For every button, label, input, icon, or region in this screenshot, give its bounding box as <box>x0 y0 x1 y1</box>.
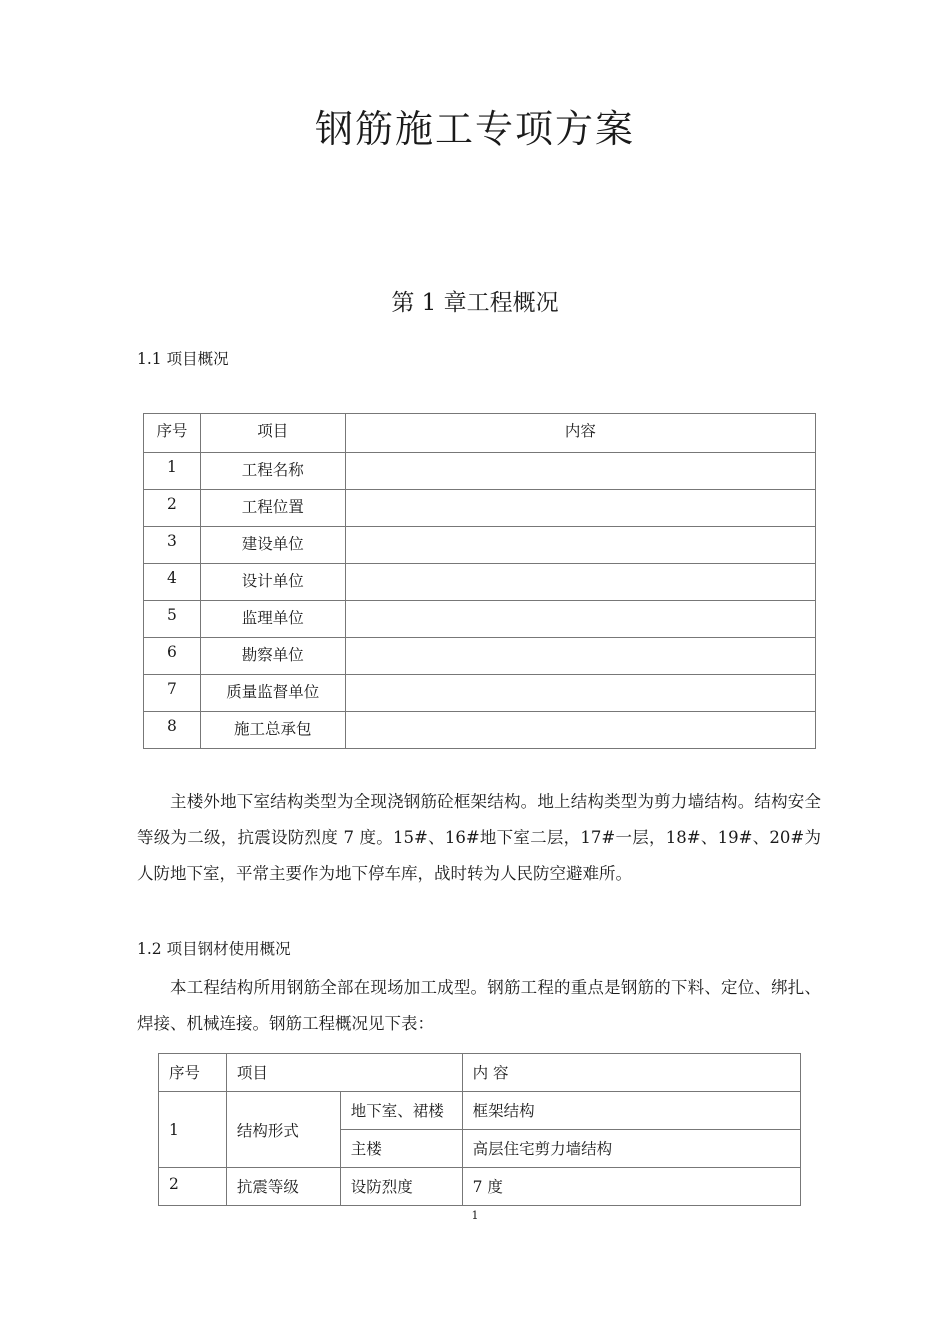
table-row <box>144 453 816 490</box>
structure-description-paragraph: 主楼外地下室结构类型为全现浇钢筋砼框架结构。地上结构类型为剪力墙结构。结构安全等级为二级，抗震设防烈度 7 度。15#、16#地下室二层，17#一层，18#、19#、20#为人防地下室，平常主要作为地下停车库，战时转为人民防空避难所。 <box>137 792 821 883</box>
steel-overview-table <box>158 1053 801 1206</box>
chapter-title: 第 1 章工程概况 <box>391 290 559 316</box>
table-row <box>159 1168 801 1206</box>
header-item: 项目 <box>200 414 345 453</box>
table-row <box>144 638 816 675</box>
row-content <box>345 675 815 712</box>
row-index: 4 <box>144 564 201 601</box>
page-number: 1 <box>471 1209 479 1222</box>
table-header-row <box>159 1054 801 1092</box>
section-heading-1-1: 1.1 项目概况 <box>137 350 229 368</box>
row-index: 2 <box>144 490 201 527</box>
row-content: 框架结构 <box>462 1092 800 1130</box>
table-header-row <box>144 414 816 453</box>
header-index: 序号 <box>159 1054 227 1092</box>
row-item: 施工总承包 <box>200 712 345 749</box>
table-row <box>159 1092 801 1130</box>
row-sub-item: 地下室、裙楼 <box>340 1092 462 1130</box>
row-index: 7 <box>144 675 201 712</box>
row-item: 监理单位 <box>200 601 345 638</box>
row-index: 1 <box>159 1092 227 1168</box>
row-index: 8 <box>144 712 201 749</box>
row-index: 2 <box>159 1168 227 1206</box>
row-item: 抗震等级 <box>226 1168 340 1206</box>
row-item: 工程名称 <box>200 453 345 490</box>
row-content: 高层住宅剪力墙结构 <box>462 1130 800 1168</box>
row-index: 1 <box>144 453 201 490</box>
table-row <box>144 675 816 712</box>
project-overview-table <box>143 413 816 749</box>
row-item: 设计单位 <box>200 564 345 601</box>
row-content: 7 度 <box>462 1168 800 1206</box>
header-content: 内 容 <box>462 1054 800 1092</box>
row-item: 建设单位 <box>200 527 345 564</box>
row-item: 结构形式 <box>226 1092 340 1168</box>
row-content <box>345 453 815 490</box>
row-content <box>345 527 815 564</box>
row-content <box>345 601 815 638</box>
row-content <box>345 712 815 749</box>
row-content <box>345 564 815 601</box>
row-item: 工程位置 <box>200 490 345 527</box>
row-item: 质量监督单位 <box>200 675 345 712</box>
row-index: 3 <box>144 527 201 564</box>
table-row <box>144 490 816 527</box>
table-row <box>144 527 816 564</box>
row-content <box>345 490 815 527</box>
row-index: 5 <box>144 601 201 638</box>
header-content: 内容 <box>345 414 815 453</box>
header-item: 项目 <box>226 1054 462 1092</box>
row-index: 6 <box>144 638 201 675</box>
row-content <box>345 638 815 675</box>
steel-usage-paragraph: 本工程结构所用钢筋全部在现场加工成型。钢筋工程的重点是钢筋的下料、定位、绑扎、焊接、机械连接。钢筋工程概况见下表： <box>137 978 821 1033</box>
row-sub-item: 设防烈度 <box>340 1168 462 1206</box>
row-sub-item: 主楼 <box>340 1130 462 1168</box>
header-index: 序号 <box>144 414 201 453</box>
table-row <box>144 712 816 749</box>
section-heading-1-2: 1.2 项目钢材使用概况 <box>137 940 291 958</box>
document-title: 钢筋施工专项方案 <box>314 107 635 151</box>
table-row <box>144 564 816 601</box>
row-item: 勘察单位 <box>200 638 345 675</box>
table-row <box>144 601 816 638</box>
